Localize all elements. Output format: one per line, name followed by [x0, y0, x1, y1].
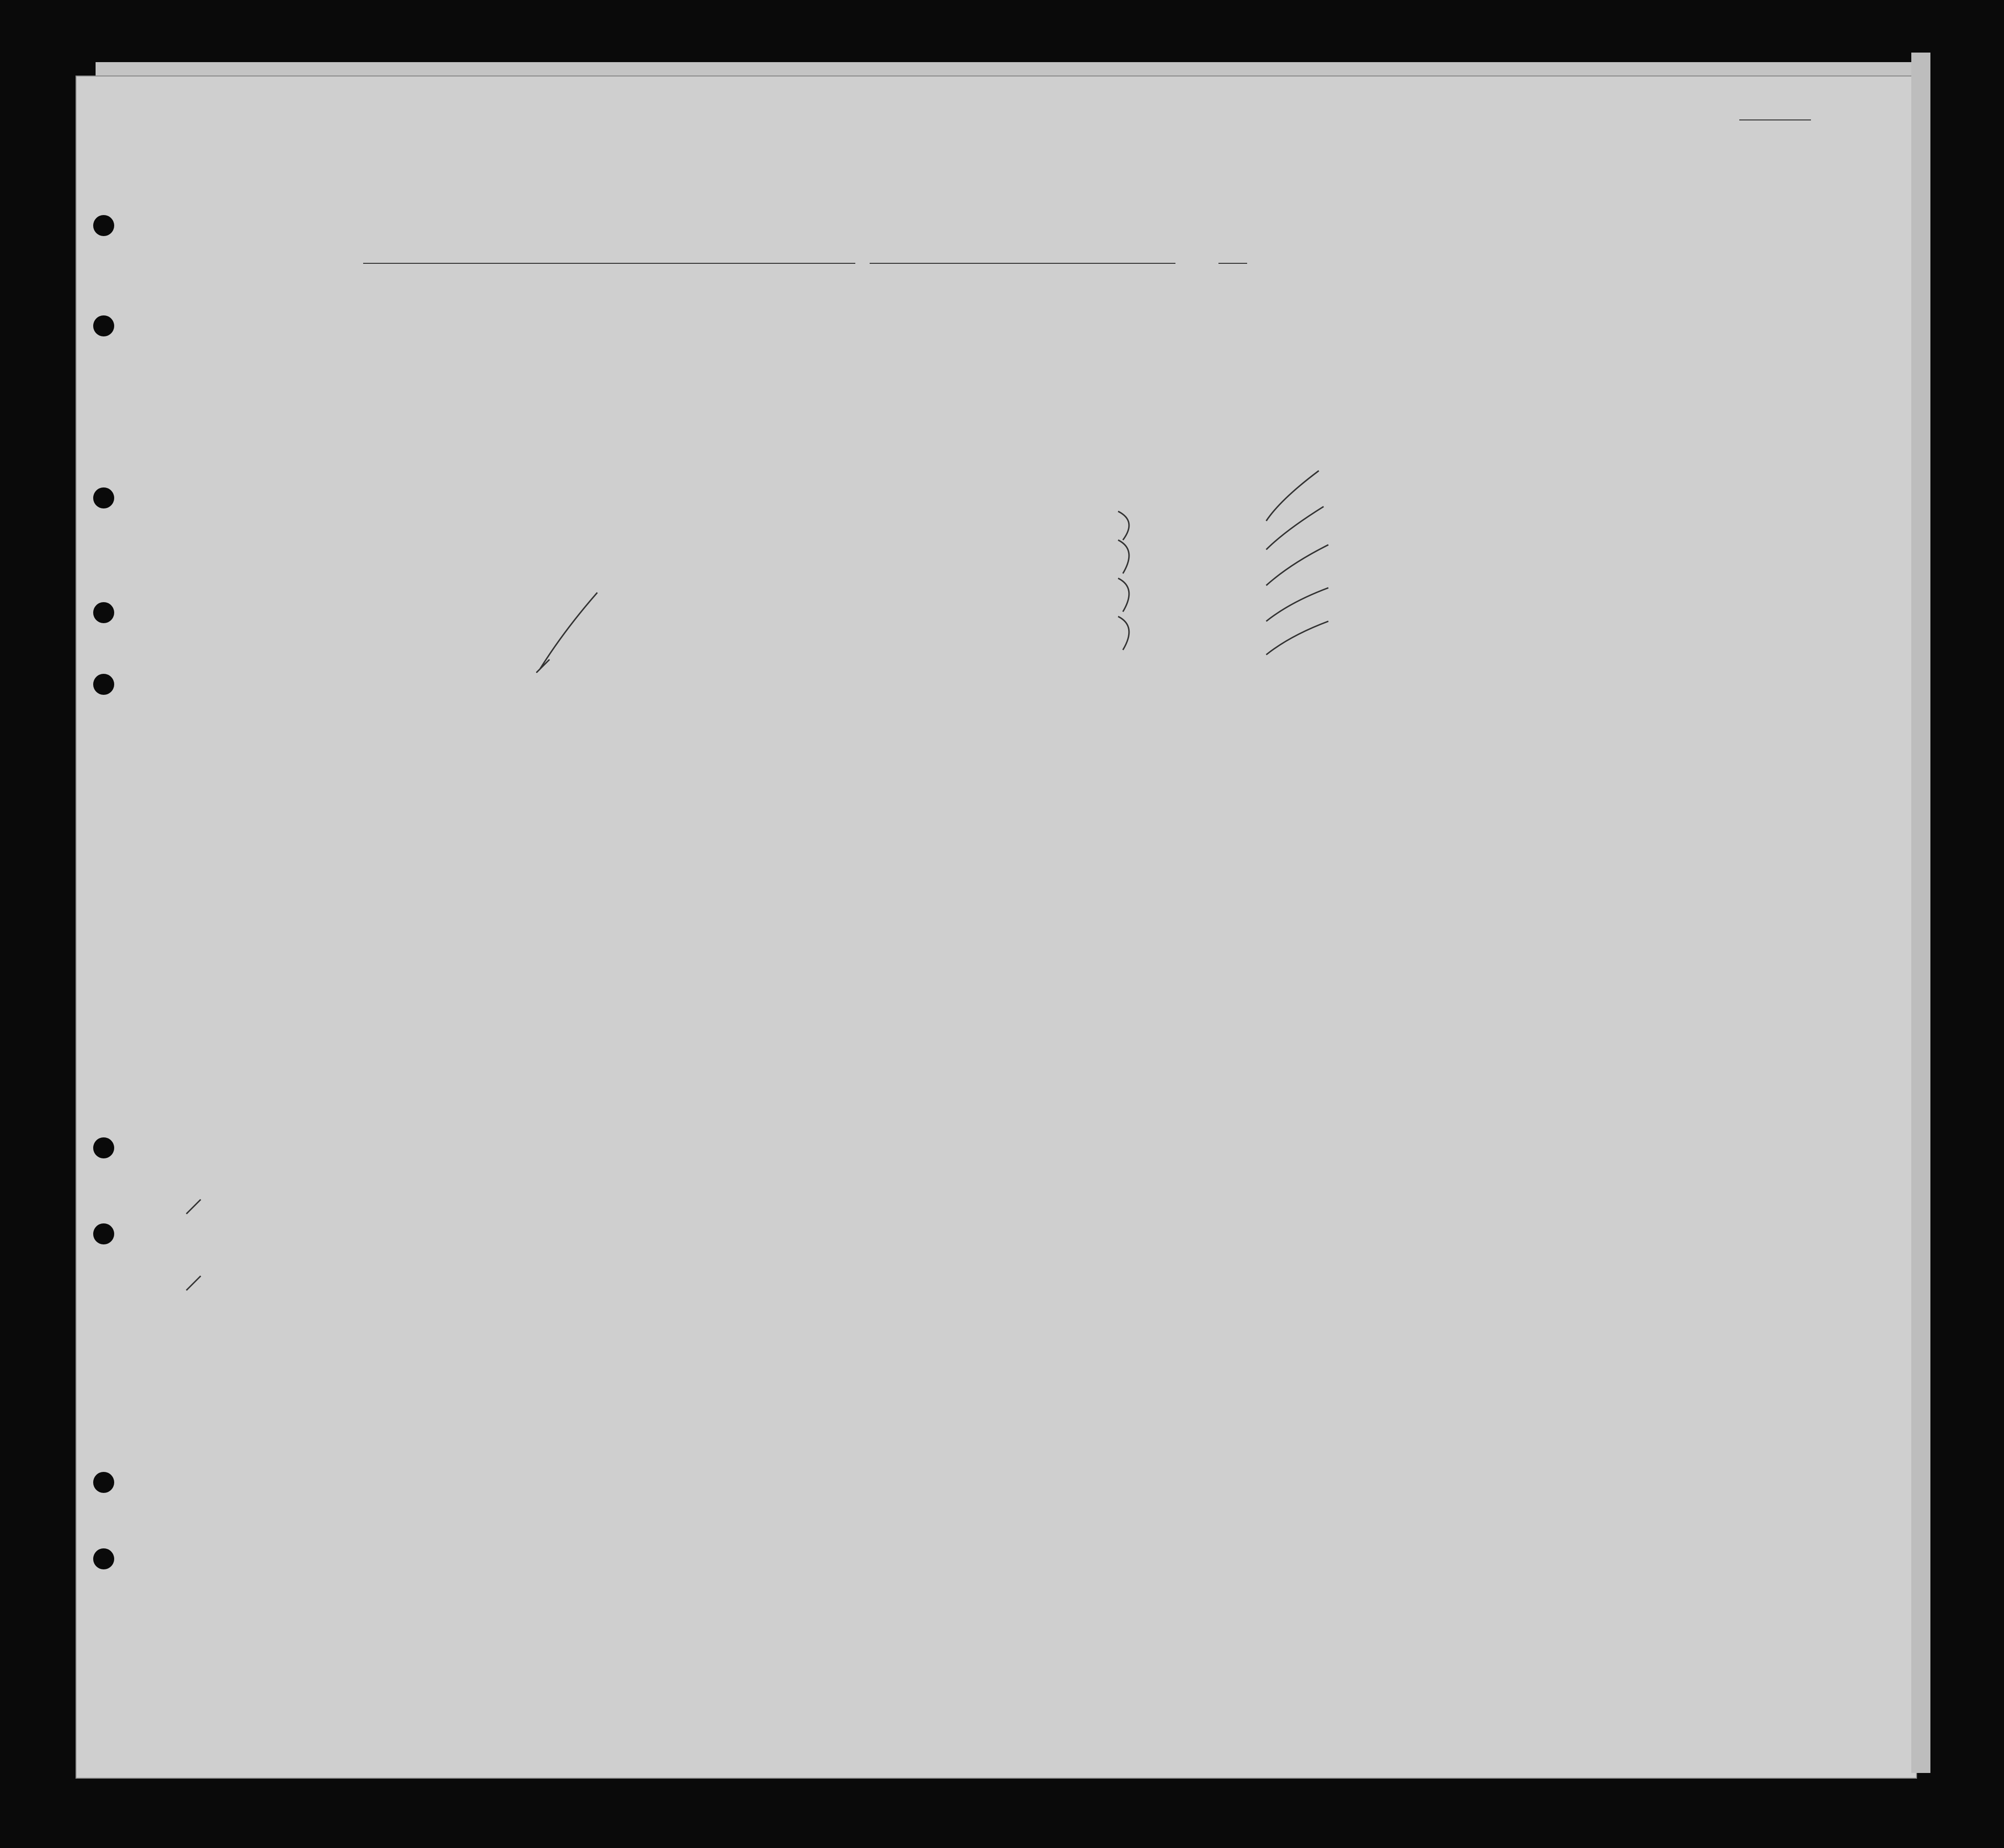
tick-mark — [186, 1200, 201, 1214]
tick-mark — [1266, 507, 1324, 550]
tick-mark — [186, 1276, 201, 1290]
brace-mark — [1118, 578, 1129, 612]
brace-mark — [1118, 540, 1129, 573]
tick-mark — [1266, 621, 1328, 655]
brace-mark — [1118, 616, 1129, 650]
brace-mark — [1118, 511, 1129, 540]
scribble-mark — [537, 593, 597, 672]
tick-mark — [1266, 471, 1319, 521]
tick-mark — [1266, 588, 1328, 621]
tick-mark — [1266, 545, 1328, 585]
